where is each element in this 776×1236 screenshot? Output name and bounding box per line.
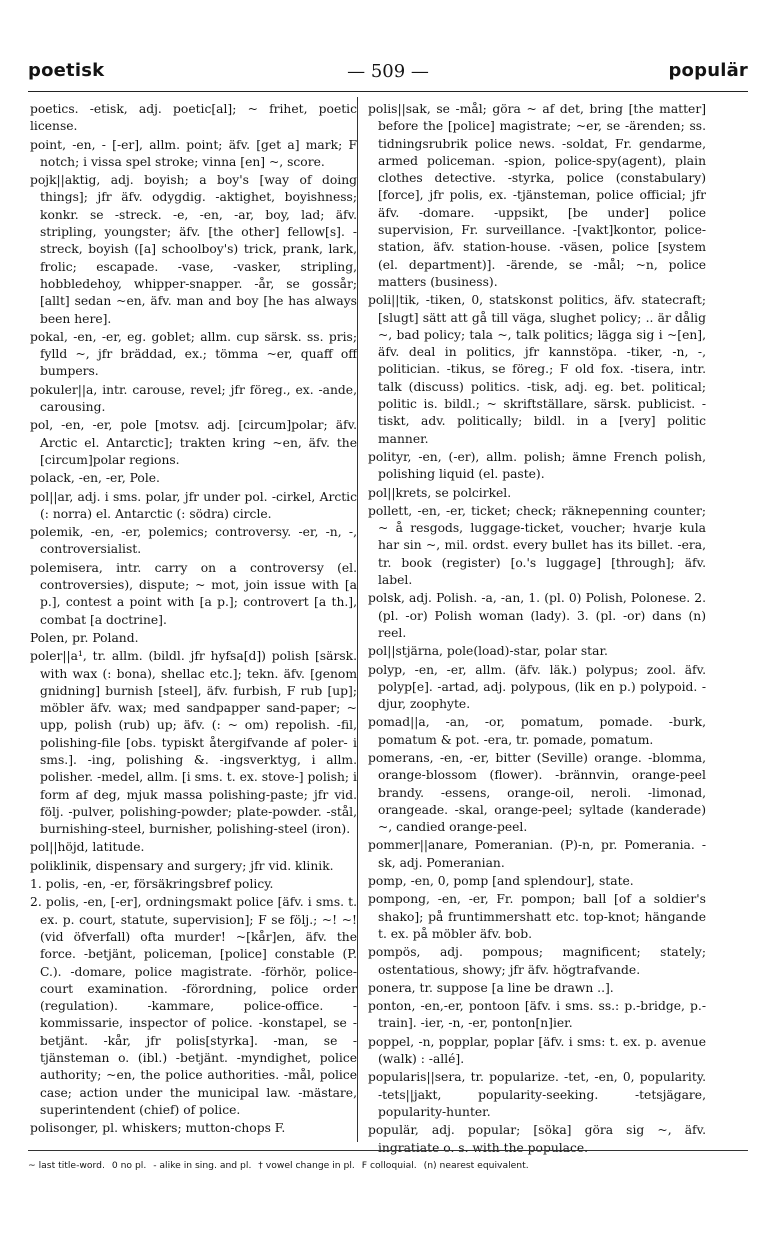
first-headword: poetisk xyxy=(28,60,105,81)
dictionary-entry: pomerans, -en, -er, bitter (Seville) orange. -blomma, orange-blossom (flower). -brännvin, orange-peel brandy. -essens, orange-oil, neroli. -limonad, orangeade. -skal, orange-peel; syltade (kanderade) ~, candied orange-peel. xyxy=(368,750,706,835)
dictionary-entry: poli||tik, -tiken, 0, statskonst politics, äfv. statecraft; [slugt] sätt att gå till väga, slughet policy; .. är dålig ~, bad policy; tala ~, talk politics; lägga sig i ~[en], äfv. deal in politics, jfr kannstöpa. -tiker, -n, -, politician. -tikus, se föreg.; F old fox. -tisera, intr. talk (discuss) politics. -tisk, adj. eg. bet. political; politic is. bildl.; ~ skriftställare, särsk. publicist. -tiskt, adv. politically; bildl. in a [very] politic manner. xyxy=(368,293,706,446)
dictionary-entry: populär, adj. popular; [söka] göra sig ~, äfv. ingratiate o. s. with the populace. xyxy=(368,1123,706,1155)
dictionary-entry: polemik, -en, -er, polemics; controversy. -er, -n, -, controversialist. xyxy=(30,525,357,557)
dictionary-entry: poliklinik, dispensary and surgery; jfr vid. klinik. xyxy=(30,858,334,873)
dictionary-entry: pompong, -en, -er, Fr. pompon; ball [of a soldier's shako]; på fruntimmershatt etc. top-knot; hängande t. ex. på möbler äfv. bob. xyxy=(368,892,706,941)
right-column xyxy=(368,101,706,1158)
dictionary-entry: pokal, -en, -er, eg. goblet; allm. cup särsk. ss. pris; fylld ~, jfr bräddad, ex.; tömma ~er, quaff off bumpers. xyxy=(30,329,357,379)
left-column xyxy=(30,101,357,1139)
dictionary-entry: pommer||anare, Pomeranian. (P)-n, pr. Pomerania. -sk, adj. Pomeranian. xyxy=(368,838,706,870)
column-divider xyxy=(357,97,358,1142)
page-header xyxy=(28,60,748,90)
dictionary-entry: poetics. -etisk, adj. poetic[al]; ~ frihet, poetic license. xyxy=(30,102,357,134)
dictionary-entry: pol||höjd, latitude. xyxy=(30,840,145,855)
dictionary-entry: point, -en, - [-er], allm. point; äfv. [get a] mark; F notch; i vissa spel stroke; vinna [en] ~, score. xyxy=(30,137,357,169)
header-rule xyxy=(28,91,748,92)
dictionary-entry: pol||stjärna, pole(load)-star, polar star. xyxy=(368,644,608,659)
legend-item: † vowel change in pl. xyxy=(258,1160,355,1171)
dictionary-entry: polsk, adj. Polish. -a, -an, 1. (pl. 0) Polish, Polonese. 2. (pl. -or) Polish woman (lady). 3. (pl. -or) dans (n) reel. xyxy=(368,591,706,640)
dictionary-entry: poler||a¹, tr. allm. (bildl. jfr hyfsa[d]) polish [särsk. with wax (: bona), shellac etc.]; tekn. äfv. [genom gnidning] burnish [steel], äfv. furbish, F rub [up]; möbler äfv. wax; med sandpapper sand-paper; ~ upp, polish (rub) up; äfv. (: ~ om) repolish. -fil, polishing-file [obs. typiskt återgifvande af poler- i sms.]. -ing, polishing &. -ingsverktyg, i allm. polisher. -medel, allm. [i sms. t. ex. stove-] polish; i form af deg, mjuk massa polishing-paste; jfr vid. följ. -pulver, polishing-powder; plate-powder. -stål, burnishing-steel, burnisher, polishing-steel (iron). xyxy=(30,649,357,837)
dictionary-entry: pokuler||a, intr. carouse, revel; jfr föreg., ex. -ande, carousing. xyxy=(30,382,357,415)
legend-item: (n) nearest equivalent. xyxy=(423,1160,529,1171)
dictionary-entry: polis||sak, se -mål; göra ~ af det, bring [the matter] before the [police] magistrate; ~er, se -ärenden; ss. tidningsrubrik police news. -soldat, Fr. gendarme, armed policeman. -spion, police-spy(agent), plain clothes detective. -styrka, police (constabulary) [force], jfr polis, ex. -tjänsteman, police official; jfr äfv. -domare. -uppsikt, [be under] police supervision, Fr. surveillance. -[vakt]kontor, police-station, äfv. station-house. -väsen, police [system (el. department)]. -ärende, se -mål; ~n, police matters (business). xyxy=(368,102,706,289)
dictionary-entry: pol, -en, -er, pole [motsv. adj. [circum]polar; äfv. Arctic el. Antarctic]; trakten kring ~en, äfv. the [circum]polar regions. xyxy=(30,418,357,467)
legend-item: - alike in sing. and pl. xyxy=(153,1160,252,1171)
dictionary-entry: pomp, -en, 0, pomp [and splendour], state. xyxy=(368,874,634,889)
dictionary-entry: pomad||a, -an, -or, pomatum, pomade. -burk, pomatum & pot. -era, tr. pomade, pomatum. xyxy=(368,715,706,747)
dictionary-entry: polack, -en, -er, Pole. xyxy=(30,471,160,486)
page-number: — 509 — xyxy=(347,61,429,82)
dictionary-entry: pompös, adj. pompous; magnificent; stately; ostentatious, showy; jfr äfv. högtrafvande. xyxy=(368,945,706,977)
dictionary-entry: pollett, -en, -er, ticket; check; räknepenning counter; ~ å resgods, luggage-ticket, voucher; hvarje kula har sin ~, mil. ordst. every bullet has its billet. -era, tr. book (register) [o.'s luggage] [through]; äfv. label. xyxy=(368,503,706,588)
dictionary-entry: poppel, -n, popplar, poplar [äfv. i sms: t. ex. p. avenue (walk) : -allé]. xyxy=(368,1034,706,1067)
dictionary-entry: polityr, -en, (-er), allm. polish; ämne French polish, polishing liquid (el. paste). xyxy=(368,449,706,482)
dictionary-entry: 1. polis, -en, -er, försäkringsbref policy. xyxy=(30,877,274,892)
dictionary-entry: Polen, pr. Poland. xyxy=(30,630,139,645)
dictionary-entry: ponera, tr. suppose [a line be drawn ..]. xyxy=(368,980,614,995)
legend-item: 0 no pl. xyxy=(111,1160,147,1171)
dictionary-entry: polyp, -en, -er, allm. (äfv. läk.) polypus; zool. äfv. polyp[e]. -artad, adj. polypous, (lik en p.) polypoid. -djur, zoophyte. xyxy=(368,662,706,712)
footer-rule xyxy=(28,1150,748,1151)
abbreviation-legend xyxy=(28,1160,748,1171)
dictionary-entry: 2. polis, -en, [-er], ordningsmakt police [äfv. i sms. t. ex. p. court, statute, supervision]; F se följ.; ~! ~! (vid öfverfall) ofta murder! ~[kår]en, äfv. the force. -betjänt, policeman, [police] constable (P. C.). -domare, police magistrate. -förhör, police-court examination. -förordning, police order (regulation). -kammare, police-office. -kommissarie, inspector of police. -konstapel, se -betjänt. -kår, jfr polis[styrka]. -man, se -tjänsteman o. (ibl.) -betjänt. -myndighet, police authority; ~en, the police authorities. -mål, police case; action under the municipal law. -mästare, superintendent (chief) of police. xyxy=(30,895,357,1117)
dictionary-entry: polemisera, intr. carry on a controversy (el. controversies), dispute; ~ mot, join issue with [a p.], contest a point with [a p.]; controvert [a th.], combat [a doctrine]. xyxy=(30,560,357,627)
dictionary-entry: popularis||sera, tr. popularize. -tet, -en, 0, popularity. -tets||jakt, popularity-seeking. -tetsjägare, popularity-hunter. xyxy=(368,1070,706,1119)
dictionary-entry: polisonger, pl. whiskers; mutton-chops F. xyxy=(30,1121,286,1136)
legend-item: F colloquial. xyxy=(361,1160,417,1171)
legend-item: ~ last title-word. xyxy=(28,1160,105,1171)
dictionary-entry: ponton, -en,-er, pontoon [äfv. i sms. ss.: p.-bridge, p.-train]. -ier, -n, -er, ponton[n]ier. xyxy=(368,999,706,1031)
last-headword: populär xyxy=(668,60,748,81)
dictionary-entry: pojk||aktig, adj. boyish; a boy's [way of doing things]; jfr äfv. odygdig. -aktighet, boyishness; konkr. se -streck. -e, -en, -ar, boy, lad; äfv. stripling, youngster; äfv. [the other] fellow[s]. -streck, boyish ([a] schoolboy's) trick, prank, lark, frolic; escapade. -vase, -vasker, stripling, hobbledehoy, whipper-snapper. -år, se gossår; [allt] sedan ~en, äfv. man and boy [he has always been here]. xyxy=(30,173,357,326)
dictionary-entry: pol||krets, se polcirkel. xyxy=(368,485,512,500)
dictionary-entry: pol||ar, adj. i sms. polar, jfr under pol. -cirkel, Arctic (: norra) el. Antarctic (: södra) circle. xyxy=(30,489,357,521)
